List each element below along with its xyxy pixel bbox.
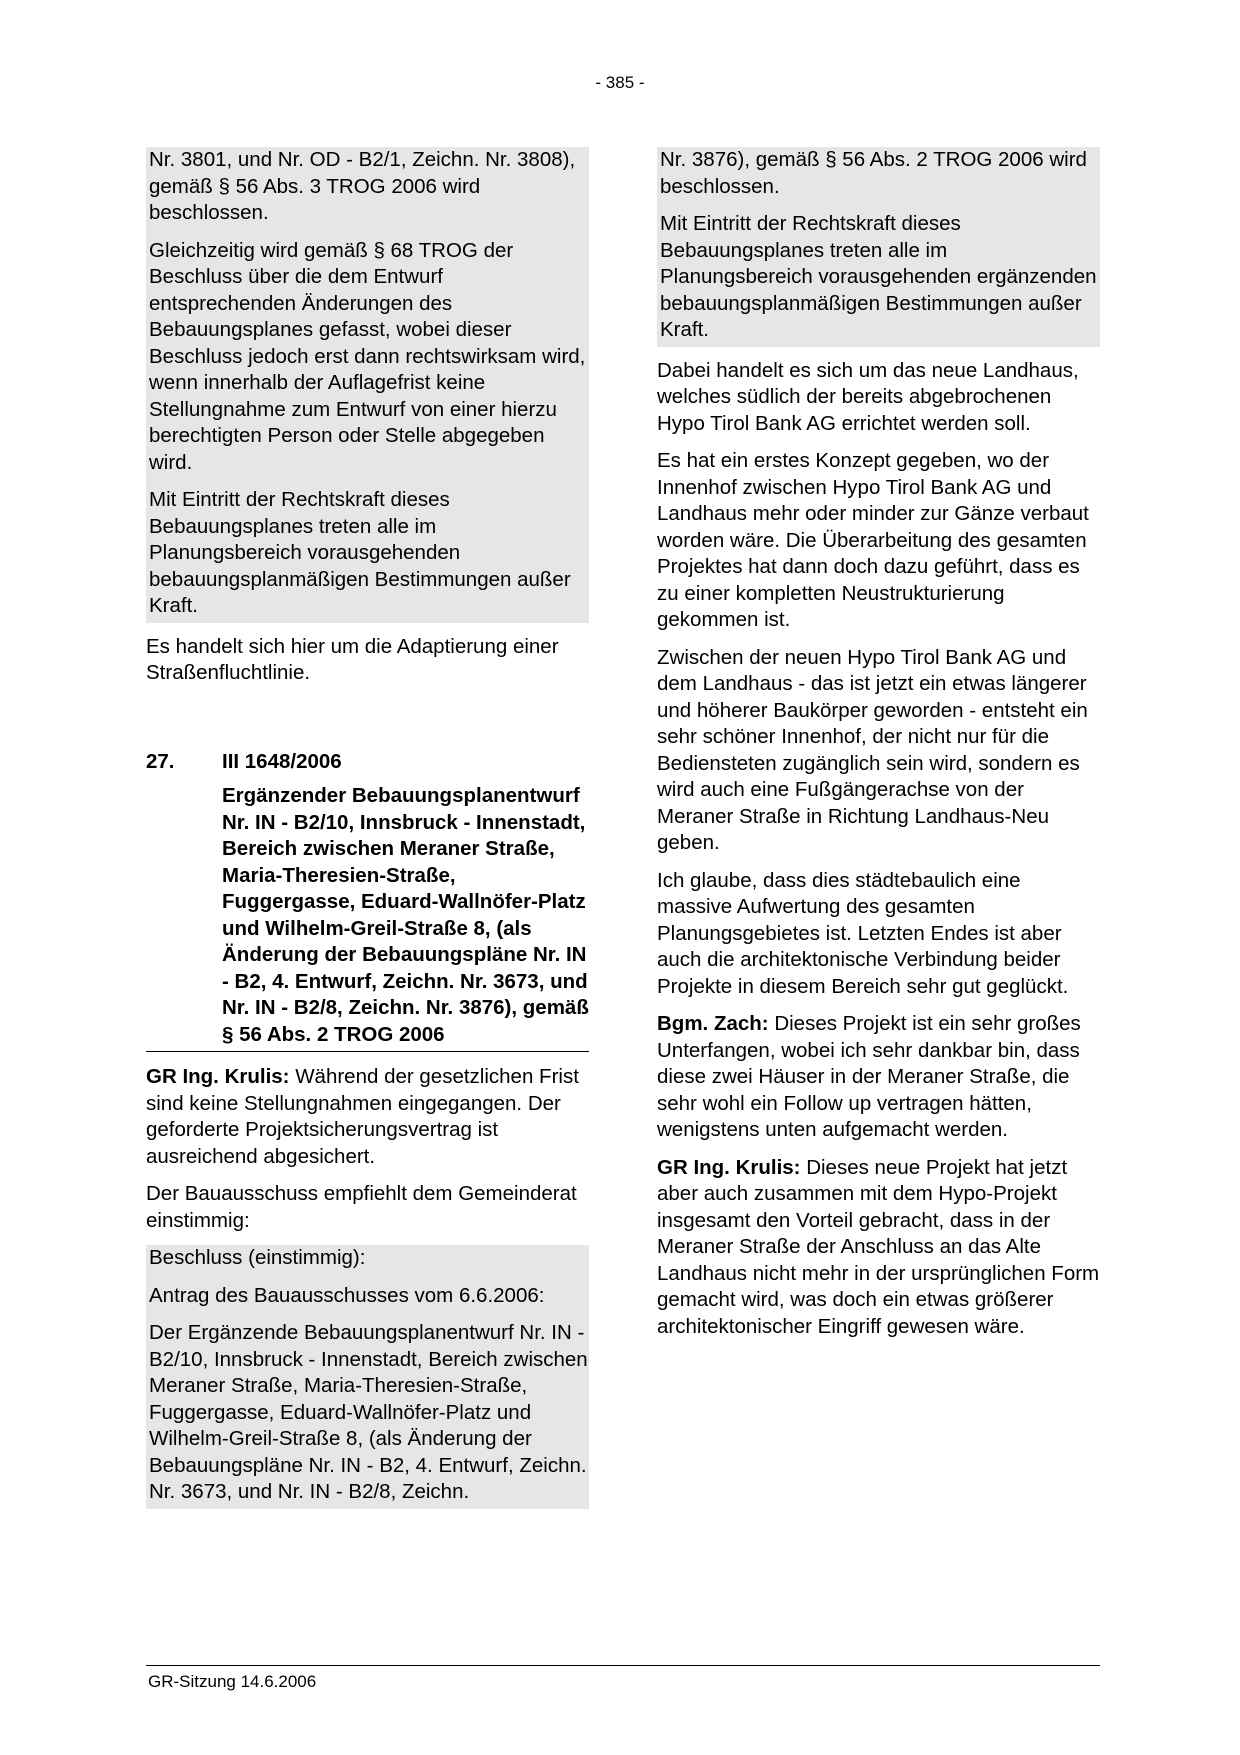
shaded-resolution-block <box>146 147 589 623</box>
body-paragraph: Es hat ein erstes Konzept gegeben, wo der Innenhof zwischen Hypo Tirol Bank AG und Landhaus mehr oder minder zur Gänze verbaut worden wäre. Die Überarbeitung des gesamten Projektes hat dann doch dazu geführt, dass es zu einer kompletten Neustrukturierung gekommen ist. <box>657 449 1089 631</box>
footer-session-date: GR-Sitzung 14.6.2006 <box>148 1672 317 1691</box>
speaker-name: GR Ing. Krulis: <box>657 1155 801 1179</box>
speech-text: Dieses neue Projekt hat jetzt aber auch zusammen mit dem Hypo-Projekt insgesamt den Vorteil gebracht, dass in der Meraner Straße der Anschluss an das Alte Landhaus nicht mehr in der ursprünglichen Form gemacht wird, was doch ein etwas größerer architektonischer Eingriff gewesen wäre. <box>657 1155 1100 1338</box>
decision-paragraph: Beschluss (einstimmig): <box>149 1246 366 1269</box>
speech-text: Dieses Projekt ist ein sehr großes Unterfangen, wobei ich sehr dankbar bin, dass diese zwei Häuser in der Meraner Straße, die sehr wohl ein Follow up vertragen hätten, wenigstens unten aufgemacht werden. <box>657 1012 1081 1141</box>
decision-paragraph: Der Ergänzende Bebauungsplanentwurf Nr. IN - B2/10, Innsbruck - Innenstadt, Bereich zwischen Meraner Straße, Maria-Theresien-Straße, Fuggergasse, Eduard-Wallnöfer-Platz und Wilhelm-Greil-Straße 8, (als Änderung der Bebauungspläne Nr. IN - B2, 4. Entwurf, Zeichn. Nr. 3673, und Nr. IN - B2/8, Zeichn. <box>149 1321 588 1503</box>
agenda-item-title: Ergänzender Bebauungsplanentwurf Nr. IN - B2/10, Innsbruck - Innenstadt, Bereich zwischen Meraner Straße, Maria-Theresien-Straße, Fuggergasse, Eduard-Wallnöfer-Platz und Wilhelm-Greil-Straße 8, (als Änderung der Bebauungspläne Nr. IN - B2, 4. Entwurf, Zeichn. Nr. 3673, und Nr. IN - B2/8, Zeichn. Nr. 3876), gemäß § 56 Abs. 2 TROG 2006 <box>146 783 589 1052</box>
agenda-item-number: 27. <box>146 749 175 773</box>
footer-divider <box>146 1665 1100 1666</box>
body-paragraph: Dabei handelt es sich um das neue Landhaus, welches südlich der bereits abgebrochenen Hypo Tirol Bank AG errichtet werden soll. <box>657 358 1079 435</box>
page-number: - 385 - <box>595 73 645 92</box>
speech-text: Während der gesetzlichen Frist sind keine Stellungnahmen eingegangen. Der geforderte Projektsicherungsvertrag ist ausreichend abgesichert. <box>146 1065 579 1168</box>
body-paragraph: Ich glaube, dass dies städtebaulich eine massive Aufwertung des gesamten Planungsgebietes ist. Letzten Endes ist aber auch die architektonische Verbindung beider Projekte in diesem Bereich sehr gut geglückt. <box>657 868 1069 998</box>
speaker-name: Bgm. Zach: <box>657 1012 769 1035</box>
resolution-paragraph: Nr. 3876), gemäß § 56 Abs. 2 TROG 2006 wird beschlossen. <box>660 148 1087 198</box>
body-paragraph: Zwischen der neuen Hypo Tirol Bank AG und dem Landhaus - das ist jetzt ein etwas längerer und höherer Baukörper geworden - entsteht ein sehr schöner Innenhof, der nicht nur für die Bediensteten zugänglich sein wird, sondern es wird auch eine Fußgängerachse von der Meraner Straße in Richtung Landhaus-Neu geben. <box>657 645 1088 854</box>
resolution-paragraph: Gleichzeitig wird gemäß § 68 TROG der Beschluss über die dem Entwurf entsprechenden Änderungen des Bebauungsplanes gefasst, wobei dieser Beschluss jedoch erst dann rechtswirksam wird, wenn innerhalb der Auflagefrist keine Stellungnahme zum Entwurf von einer hierzu berechtigten Person oder Stelle abgegeben wird. <box>149 238 586 474</box>
agenda-item-reference: III 1648/2006 <box>222 749 342 773</box>
speech-paragraph <box>146 1064 589 1170</box>
agenda-item-heading <box>146 749 589 776</box>
resolution-paragraph: Mit Eintritt der Rechtskraft dieses Bebauungsplanes treten alle im Planungsbereich vorausgehenden ergänzenden bebauungsplanmäßigen Bestimmungen außer Kraft. <box>660 212 1097 341</box>
speaker-name: GR Ing. Krulis: <box>146 1065 290 1088</box>
resolution-paragraph: Mit Eintritt der Rechtskraft dieses Bebauungsplanes treten alle im Planungsbereich vorausgehenden bebauungsplanmäßigen Bestimmungen außer Kraft. <box>149 488 571 617</box>
body-paragraph: Der Bauausschuss empfiehlt dem Gemeinderat einstimmig: <box>146 1182 577 1232</box>
speech-paragraph <box>657 1011 1100 1144</box>
speech-paragraph <box>657 1155 1100 1341</box>
right-column <box>657 147 1100 1351</box>
shaded-decision-block <box>146 1245 589 1509</box>
body-paragraph: Es handelt sich hier um die Adaptierung einer Straßenfluchtlinie. <box>146 634 559 684</box>
decision-paragraph: Antrag des Bauausschusses vom 6.6.2006: <box>149 1283 545 1307</box>
resolution-paragraph: Nr. 3801, und Nr. OD - B2/1, Zeichn. Nr. 3808), gemäß § 56 Abs. 3 TROG 2006 wird beschlossen. <box>149 148 576 224</box>
shaded-resolution-block <box>657 147 1100 347</box>
left-column <box>146 147 589 1520</box>
